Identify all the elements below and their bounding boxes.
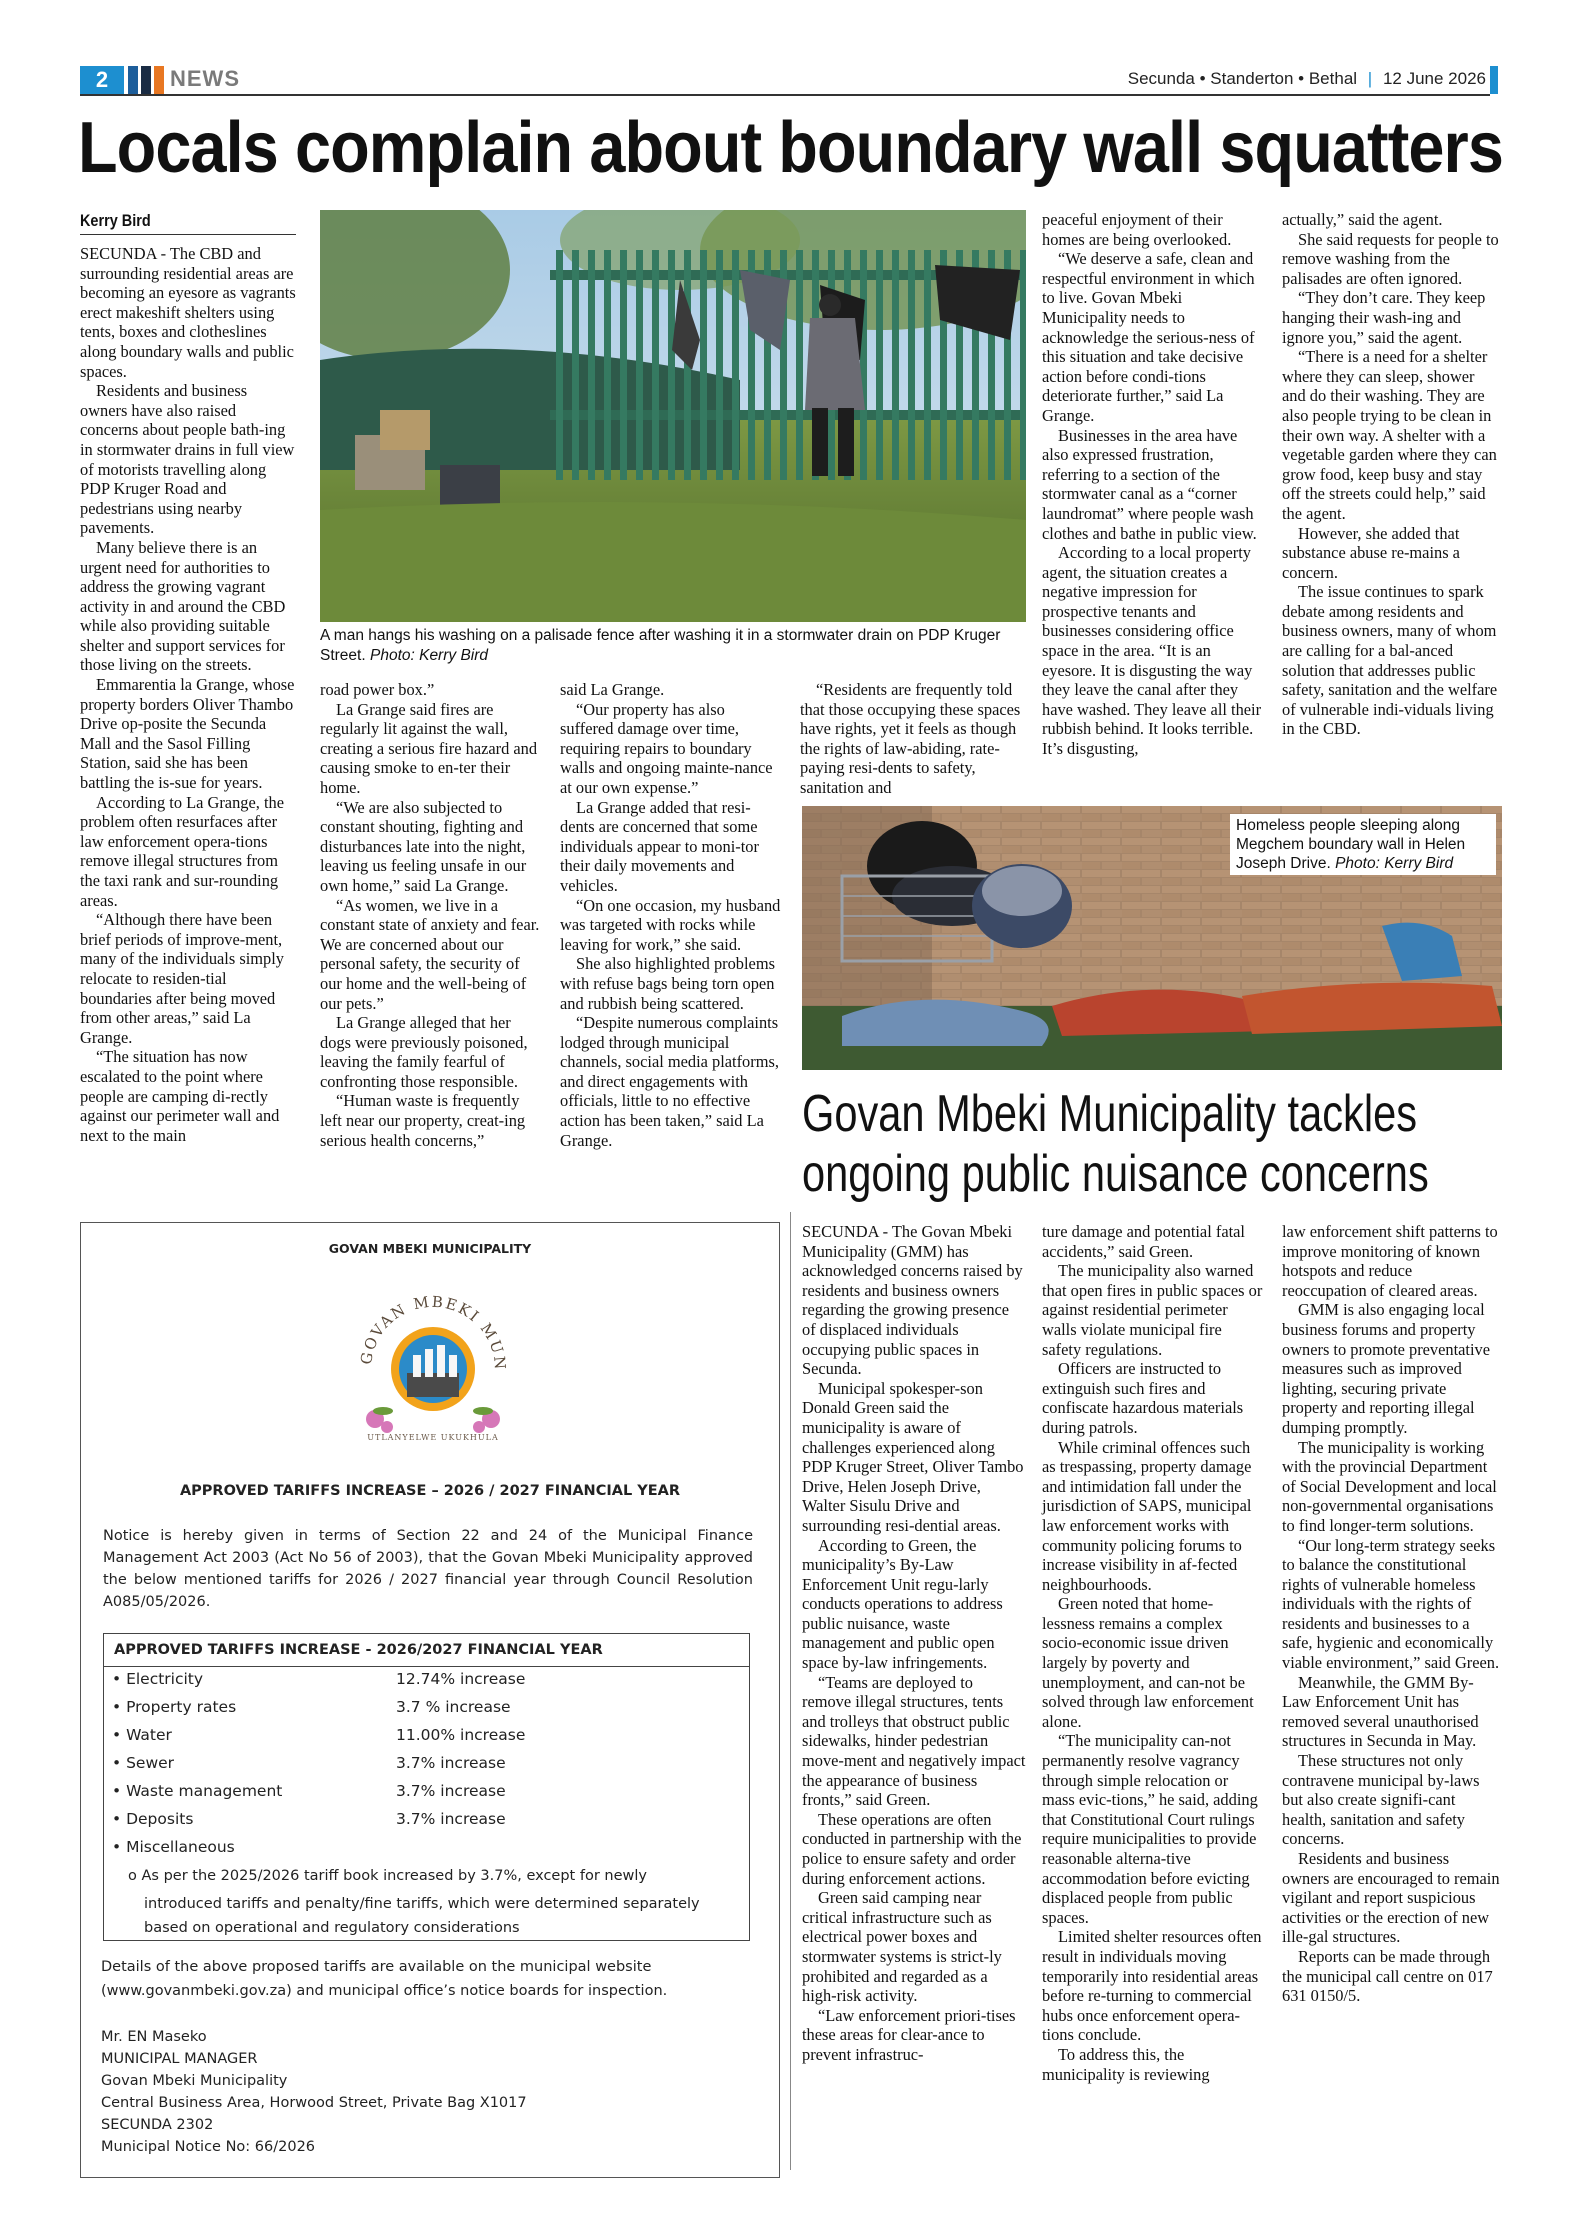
- article1-col6: [1282, 210, 1500, 739]
- tariff-misc-line2: introduced tariffs and penalty/fine tariffs, which were determined separately: [144, 1896, 700, 1912]
- notice-logo: [343, 1269, 523, 1449]
- tariff-table: [103, 1633, 750, 1941]
- tariff-row: [112, 1810, 732, 1828]
- article1-col2-p2: La Grange said fires are regularly lit against the wall, creating a serious fire hazard and causing smoke to en-ter their home.: [320, 699, 538, 797]
- masthead-edge-bar: [1490, 66, 1498, 94]
- article1-col3-p6: “Despite numerous complaints lodged through municipal channels, social media platforms, and direct engagements with officials, little to no effective action has been taken,” said La Grange.: [560, 1013, 779, 1150]
- tariff-item: • Deposits: [112, 1810, 194, 1828]
- article2-col3-p5: Meanwhile, the GMM By-Law Enforcement Unit has removed several unauthorised structures in Secunda in May.: [1282, 1672, 1479, 1751]
- fence-washing-photo: [320, 210, 1026, 622]
- article1-col2-p1: road power box.”: [320, 680, 435, 699]
- masthead-bar-orange: [154, 66, 164, 94]
- tariff-row: [112, 1838, 732, 1856]
- photo2-credit: Photo: Kerry Bird: [1335, 855, 1454, 872]
- notice-title: APPROVED TARIFFS INCREASE – 2026 / 2027 FINANCIAL YEAR: [179, 1483, 681, 1499]
- article2-col2-p3: Officers are instructed to extinguish such fires and confiscate hazardous materials during patrols.: [1042, 1359, 1244, 1437]
- article1-col1-p7: “The situation has now escalated to the point where people are camping di-rectly against our perimeter wall and next to the main: [80, 1047, 280, 1145]
- article1-col5: [1042, 210, 1264, 759]
- article2-col3-p4: “Our long-term strategy seeks to balance the constitutional rights of vulnerable homeless individuals with the rights of residents and businesses to a safe, hygienic and economically viable environment,” said Green.: [1282, 1535, 1500, 1673]
- article1-col2: [320, 680, 542, 1150]
- article1-col1-p5: According to La Grange, the problem often resurfaces after law enforcement opera-tions remove illegal structures from the taxi rank and sur-rounding areas.: [80, 792, 284, 910]
- tariff-item: • Property rates: [112, 1698, 237, 1716]
- article2-col3-p3: The municipality is working with the provincial Department of Social Development and local non-governmental organisations to find longer-term solutions.: [1282, 1437, 1497, 1535]
- photo2-caption-text: Homeless people sleeping along Megchem boundary wall in Helen Joseph Drive.: [1236, 817, 1466, 872]
- tariff-item: • Miscellaneous: [112, 1838, 235, 1856]
- article2-col2-p8: To address this, the municipality is reviewing: [1042, 2044, 1210, 2084]
- photo-fence-washing: [320, 210, 1026, 622]
- notice-details-line2: (www.govanmbeki.gov.za) and municipal office’s notice boards for inspection.: [101, 1983, 668, 1999]
- article1-col3-p3: La Grange added that resi-dents are concerned that some individuals appear to moni-tor their daily movements and vehicles.: [560, 797, 759, 895]
- article1-col5-p3: Businesses in the area have also expressed frustration, referring to a section of the stormwater canal as a “corner laundromat” where people wash clothes and bathe in public view.: [1042, 425, 1257, 543]
- tariff-value: 3.7% increase: [396, 1810, 506, 1828]
- article2-col-divider: [790, 1212, 791, 2170]
- masthead-bar-dark: [141, 66, 151, 94]
- article2-headline-line1: Govan Mbeki Municipality tackles: [802, 1085, 1418, 1143]
- tariff-row: [112, 1670, 732, 1688]
- article1-col1-p1: SECUNDA - The CBD and surrounding residential areas are becoming an eyesore as vagrants erect makeshift shelters using tents, boxes and clotheslines along boundary walls and public spaces.: [80, 244, 296, 381]
- article1-col3-p4: “On one occasion, my husband was targeted with rocks while leaving for work,” she said.: [560, 895, 781, 954]
- article1-col6-p3: “They don’t care. They keep hanging their wash-ing and ignore you,” said the agent.: [1282, 288, 1486, 347]
- article1-col1-p4: Emmarentia la Grange, whose property borders Oliver Thambo Drive op-posite the Secunda Mall and the Sasol Filling Station, said she has been battling the is-sue for years.: [80, 675, 295, 793]
- article2-col3-p1: law enforcement shift patterns to improve monitoring of known hotspots and reduce reoccupation of cleared areas.: [1282, 1222, 1498, 1300]
- notice-logo-motto: UTLANYELWE UKUKHULA: [367, 1433, 499, 1442]
- article1-col4-p1: “Residents are frequently told that those occupying these spaces have rights, yet it feels as though the rights of law-abiding, rate-paying resi-dents to safety, sanitation and: [800, 680, 1021, 797]
- article1-col6-p1: actually,” said the agent.: [1282, 210, 1443, 229]
- article1-col2-p3: “We are also subjected to constant shouting, fighting and disturbances late into the night, leaving us feeling unsafe in our own home,” said La Grange.: [320, 797, 527, 895]
- article2-col2-p7: Limited shelter resources often result in individuals moving temporarily into residential areas before re-turning to commercial hubs once enforcement opera-tions conclude.: [1042, 1927, 1262, 2045]
- article1-col6-p6: The issue continues to spark debate among residents and business owners, many of whom are calling for a bal-anced solution that addresses public safety, sanitation and the welfare of vulnerable indi-viduals living in the CBD.: [1282, 582, 1498, 739]
- article2-col1-p7: “Law enforcement priori-tises these areas for clear-ance to prevent infrastruc-: [802, 2005, 1016, 2064]
- tariff-value: 11.00% increase: [396, 1726, 526, 1744]
- article2-col3-p7: Residents and business owners are encouraged to remain vigilant and report suspicious activities or the erection of new ille-gal structures.: [1282, 1849, 1500, 1947]
- photo2-caption: [1230, 814, 1496, 875]
- article1-col3-p1: said La Grange.: [560, 680, 665, 699]
- article2-col2-p6: “The municipality can-not permanently resolve vagrancy through simple relocation or mass evic-tions,” he said, adding that Constitutional Court rulings require municipalities to provide reasonable alterna-tive accommodation before evicting displaced people from public spaces.: [1042, 1731, 1258, 1927]
- signatory-name: Mr. EN Maseko: [101, 2029, 207, 2045]
- signatory-title: MUNICIPAL MANAGER: [101, 2051, 258, 2067]
- tariff-row: [112, 1726, 732, 1744]
- tariff-value: 3.7% increase: [396, 1782, 506, 1800]
- article2-col1-p6: Green said camping near critical infrastructure such as electrical power boxes and stormwater systems is strict-ly prohibited and regarded as a high-risk activity.: [802, 1888, 1002, 2006]
- article2-col2: [1042, 1222, 1264, 2084]
- headline: Locals complain about boundary wall squatters: [78, 108, 1503, 188]
- article1-col2-p6: “Human waste is frequently left near our property, creat-ing serious health concerns,”: [320, 1091, 526, 1150]
- article2-col1-p2: Municipal spokesper-son Donald Green said the municipality is aware of challenges experienced along PDP Kruger Street, Oliver Tambo Drive, Helen Joseph Drive, Walter Sisulu Drive and surrounding resi-dential areas.: [802, 1378, 1024, 1535]
- page-number: 2: [80, 66, 124, 94]
- article1-col6-p5: However, she added that substance abuse re-mains a concern.: [1282, 523, 1460, 582]
- signatory-address: Central Business Area, Horwood Street, Private Bag X1017: [101, 2095, 527, 2111]
- tariff-item: • Electricity: [112, 1670, 204, 1688]
- article1-col5-p1: peaceful enjoyment of their homes are being overlooked.: [1042, 210, 1232, 249]
- tariff-row: [112, 1782, 732, 1800]
- article2-headline-line2: ongoing public nuisance concerns: [802, 1145, 1429, 1203]
- masthead-date: 12 June 2026: [1382, 69, 1486, 88]
- tariff-value: 3.7% increase: [396, 1754, 506, 1772]
- tariff-value: 3.7 % increase: [396, 1698, 511, 1716]
- photo1-credit: Photo: Kerry Bird: [369, 647, 489, 664]
- article2-col1-p1: SECUNDA - The Govan Mbeki Municipality (GMM) has acknowledged concerns raised by residents and business owners regarding the growing presence of displaced individuals occupying public spaces in Secunda.: [802, 1222, 1023, 1379]
- section-label: NEWS: [170, 66, 240, 91]
- article1-col3: [560, 680, 782, 1150]
- article1-col2-p5: La Grange alleged that her dogs were previously poisoned, leaving the family fearful of confronting those responsible.: [320, 1013, 528, 1091]
- tariff-item: • Sewer: [112, 1754, 175, 1772]
- article1-col1-p6: “Although there have been brief periods of improve-ment, many of the individuals simply relocate to residen-tial boundaries after being moved from other areas,” said La Grange.: [80, 910, 284, 1047]
- notice-number: Municipal Notice No: 66/2026: [101, 2139, 316, 2155]
- article2-col3-p6: These structures not only contravene municipal by-laws but also create signifi-cant health, sanitation and safety concerns.: [1282, 1751, 1480, 1849]
- tariff-misc-line1: o As per the 2025/2026 tariff book increased by 3.7%, except for newly: [128, 1868, 647, 1884]
- notice-org: GOVAN MBEKI MUNICIPALITY: [328, 1241, 532, 1256]
- signatory-org: Govan Mbeki Municipality: [101, 2073, 288, 2089]
- article2-col2-p2: The municipality also warned that open fires in public spaces or against residential perimeter walls violate municipal fire safety regulations.: [1042, 1261, 1263, 1359]
- tariff-row: [112, 1754, 732, 1772]
- tariff-row: [112, 1698, 732, 1716]
- article2-col3-p2: GMM is also engaging local business forums and property owners to promote preventative measures such as improved lighting, securing private property and reporting illegal dumping promptly.: [1282, 1300, 1491, 1437]
- article2-col1-p3: According to Green, the municipality’s By-Law Enforcement Unit regu-larly conducts operations to address public nuisance, waste management and public open space by-law infringements.: [802, 1535, 1003, 1673]
- article1-col2-p4: “As women, we live in a constant state of anxiety and fear. We are concerned about our personal safety, the security of our home and the well-being of our pets.”: [320, 895, 540, 1013]
- municipal-notice: [80, 1222, 780, 2178]
- notice-details-line1: Details of the above proposed tariffs are available on the municipal website: [101, 1959, 652, 1975]
- tariff-value: 12.74% increase: [396, 1670, 526, 1688]
- article1-col5-p4: According to a local property agent, the situation creates a negative impression for prospective tenants and businesses considering office space in the area. “It is an eyesore. It is disgusting the way they leave the canal after they have washed. They leave all their rubbish behind. It looks terrible. It’s disgusting,: [1042, 543, 1262, 759]
- article2-col1: [802, 1222, 1026, 2065]
- article2-col1-p4: “Teams are deployed to remove illegal structures, tents and trolleys that obstruct public sidewalks, hinder pedestrian move-ment and negatively impact the appearance of business fronts,” said Green.: [802, 1672, 1026, 1810]
- masthead-rule: [80, 94, 1490, 96]
- photo1-caption-text: A man hangs his washing on a palisade fence after washing it in a stormwater drain on PDP Kruger Street.: [320, 627, 1001, 664]
- article2-col3-p8: Reports can be made through the municipal call centre on 017 631 0150/5.: [1282, 1946, 1493, 2006]
- masthead-bar-navy: [128, 66, 138, 94]
- article1-col6-p4: “There is a need for a shelter where they can sleep, shower and do their washing. They are also people trying to be clean in their own way. A shelter with a vegetable garden where they can grow food, keep busy and stay off the streets could help,” said the agent.: [1282, 347, 1497, 523]
- photo1-caption: [320, 626, 1026, 666]
- municipal-crest-icon: [343, 1269, 523, 1449]
- masthead-towns: Secunda • Standerton • Bethal: [1127, 69, 1358, 88]
- tariff-table-title-rule: [104, 1666, 749, 1667]
- article1-col1: [80, 244, 298, 1145]
- tariff-misc-line3: based on operational and regulatory considerations: [144, 1920, 520, 1936]
- article1-col3-p2: “Our property has also suffered damage over time, requiring repairs to boundary walls and ongoing mainte-nance at our own expense.”: [560, 699, 773, 797]
- notice-intro: Notice is hereby given in terms of Section 22 and 24 of the Municipal Finance Management Act 2003 (Act No 56 of 2003), that the Govan Mbeki Municipality approved the below mentioned tariffs for 2026 / 2027 financial year through Council Resolution A085/05/2026.: [103, 1528, 753, 1610]
- article2-col2-p1: ture damage and potential fatal accidents,” said Green.: [1042, 1222, 1245, 1261]
- article1-col1-p3: Many believe there is an urgent need for authorities to address the growing vagrant activity in and around the CBD while also providing suitable shelter and support services for those living on the streets.: [80, 537, 286, 675]
- article2-col2-p4: While criminal offences such as trespassing, property damage and intimidation fall under the jurisdiction of SAPS, municipal law enforcement works with community policing forums to increase visibility in af-fected neighbourhoods.: [1042, 1437, 1252, 1594]
- article1-col5-p2: “We deserve a safe, clean and respectful environment in which to live. Govan Mbeki Municipality needs to acknowledge the serious-ness of this situation and take decisive action before condi-tions deteriorate further,” said La Grange.: [1042, 249, 1255, 425]
- byline: Kerry Bird: [80, 211, 151, 230]
- article1-col3-p5: She also highlighted problems with refuse bags being torn open and rubbish being scattered.: [560, 954, 775, 1013]
- byline-rule: [80, 234, 296, 235]
- article2-headline: [802, 1084, 1502, 1204]
- photo-homeless-wall: [802, 806, 1502, 1070]
- masthead-towns-date: [1128, 66, 1486, 92]
- svg-text:GOVAN MBEKI MUNICIPALITY: GOVAN MBEKI MUN: [356, 1292, 510, 1372]
- article1-col6-p2: She said requests for people to remove washing from the palisades are often ignored.: [1282, 229, 1499, 288]
- masthead-separator: |: [1367, 69, 1373, 88]
- article2-col2-p5: Green noted that home-lessness remains a complex socio-economic issue driven largely by poverty and unemployment, and can-not be solved through law enforcement alone.: [1042, 1594, 1254, 1731]
- article2-col1-p5: These operations are often conducted in partnership with the police to ensure safety and order during enforcement actions.: [802, 1809, 1022, 1888]
- tariff-table-title: APPROVED TARIFFS INCREASE - 2026/2027 FINANCIAL YEAR: [114, 1642, 603, 1658]
- article1-col4: [800, 680, 1022, 798]
- tariff-item: • Waste management: [112, 1782, 283, 1800]
- article2-col3: [1282, 1222, 1500, 2006]
- article1-col1-p2: Residents and business owners have also raised concerns about people bath-ing in stormwater drains in full view of motorists travelling along PDP Kruger Road and pedestrians using nearby pavements.: [80, 381, 295, 538]
- tariff-item: • Water: [112, 1726, 172, 1744]
- signatory-city: SECUNDA 2302: [101, 2117, 214, 2133]
